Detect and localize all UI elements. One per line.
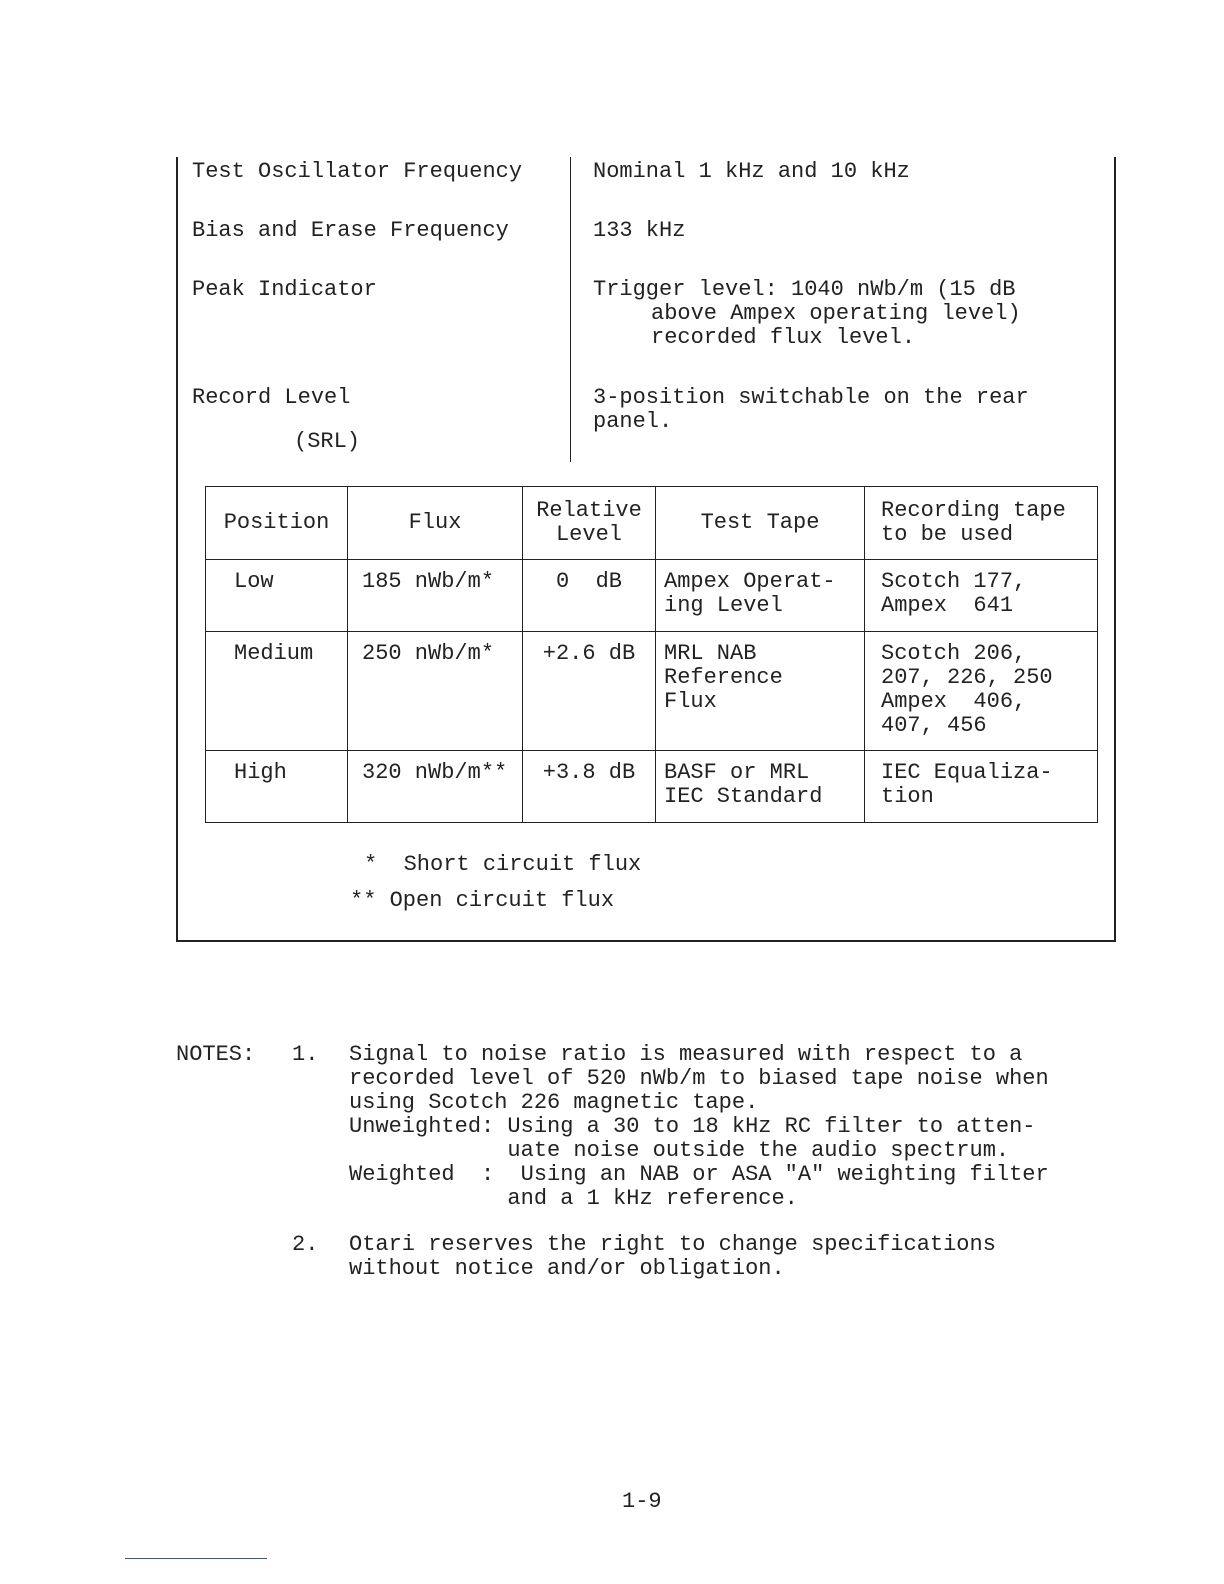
- cell-test-tape: BASF or MRL IEC Standard: [664, 760, 823, 809]
- header-test-tape: Test Tape: [656, 487, 865, 560]
- cell-recording-tape: Scotch 177, Ampex 641: [881, 569, 1027, 618]
- spec-value-peak-indicator-line3: recorded flux level.: [651, 325, 916, 350]
- spec-value-peak-indicator: Trigger level: 1040 nWb/m (15 dB: [593, 277, 1016, 302]
- note-number-1: 1.: [292, 1042, 319, 1067]
- spec-label-peak-indicator: Peak Indicator: [192, 277, 377, 302]
- spec-value-test-oscillator: Nominal 1 kHz and 10 kHz: [593, 159, 910, 184]
- spec-label-record-level: Record Level: [192, 385, 351, 410]
- spec-label-bias-erase: Bias and Erase Frequency: [192, 218, 509, 243]
- cell-position: High: [234, 760, 287, 785]
- page-number: 1-9: [622, 1489, 662, 1514]
- cell-flux: 250 nWb/m*: [362, 641, 495, 666]
- footnote-open-circuit: ** Open circuit flux: [350, 888, 615, 913]
- cell-test-tape: Ampex Operat- ing Level: [664, 569, 836, 618]
- table-row: [206, 751, 1098, 823]
- note-text-2: Otari reserves the right to change specifications without notice and/or obligation.: [349, 1232, 996, 1281]
- spec-value-peak-indicator-line2: above Ampex operating level): [651, 301, 1021, 326]
- footnote-short-circuit: * Short circuit flux: [364, 852, 642, 877]
- spec-value-bias-erase: 133 kHz: [593, 218, 686, 243]
- spec-sublabel-srl: (SRL): [294, 429, 361, 454]
- header-position: Position: [206, 487, 348, 560]
- cell-recording-tape: Scotch 206, 207, 226, 250 Ampex 406, 407, 456: [881, 641, 1053, 738]
- table-row: [206, 560, 1098, 632]
- cell-flux: 185 nWb/m*: [362, 569, 495, 594]
- notes-heading: NOTES:: [176, 1042, 256, 1067]
- cell-flux: 320 nWb/m**: [362, 760, 508, 785]
- header-flux: Flux: [348, 487, 523, 560]
- note-number-2: 2.: [292, 1232, 319, 1257]
- header-relative-level: Relative Level: [523, 487, 656, 560]
- cell-test-tape: MRL NAB Reference Flux: [664, 641, 783, 714]
- cell-position: Medium: [234, 641, 314, 666]
- note-text-1: Signal to noise ratio is measured with respect to a recorded level of 520 nWb/m to biased tape noise when using Scotch 226 magnetic tape. Unweighted: Using a 30 to 18 kHz RC filter to atten- uate noise outside the audio spectrum. Weighted : Using an NAB or ASA "A" weighting filter and a 1 kHz reference.: [349, 1042, 1049, 1211]
- cell-level: +2.6 dB: [542, 641, 636, 666]
- spec-value-record-level-line2: panel.: [593, 409, 673, 434]
- cell-recording-tape: IEC Equaliza- tion: [881, 760, 1053, 809]
- srl-table: [205, 486, 1098, 823]
- spec-value-record-level: 3-position switchable on the rear: [593, 385, 1029, 410]
- table-row: [206, 632, 1098, 751]
- spec-label-test-oscillator: Test Oscillator Frequency: [192, 159, 523, 184]
- header-recording-tape: Recording tape to be used: [865, 487, 1098, 560]
- bottom-rule: [125, 1558, 267, 1559]
- table-header-row: [206, 487, 1098, 560]
- column-divider: [570, 157, 571, 462]
- cell-position: Low: [234, 569, 274, 594]
- cell-level: 0 dB: [555, 569, 622, 594]
- cell-level: +3.8 dB: [542, 760, 636, 785]
